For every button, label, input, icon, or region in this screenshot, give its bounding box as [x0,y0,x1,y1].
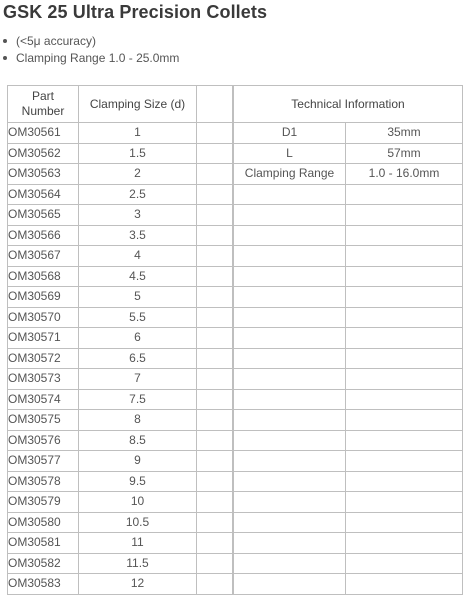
blank-cell [197,287,233,308]
page-title: GSK 25 Ultra Precision Collets [3,2,268,22]
tech-value-cell [346,430,463,451]
table-row [8,307,463,328]
clamping-size-cell: 9 [79,451,197,472]
blank-cell [197,348,233,369]
table-row [8,184,463,205]
clamping-size-cell: 11 [79,533,197,554]
part-number-cell: OM30583 [8,574,79,595]
tech-key-cell [234,205,346,226]
part-number-cell: OM30574 [8,389,79,410]
tech-value-cell [346,266,463,287]
part-number-cell: OM30576 [8,430,79,451]
clamping-size-cell: 6 [79,328,197,349]
tech-key-cell [234,307,346,328]
tech-key-cell [234,512,346,533]
table-row [8,266,463,287]
table-row [8,246,463,267]
part-number-cell: OM30575 [8,410,79,431]
blank-cell [197,451,233,472]
tech-value-cell [346,184,463,205]
tech-key-cell [234,369,346,390]
part-number-cell: OM30562 [8,143,79,164]
tech-value-cell [346,287,463,308]
blank-cell [197,225,233,246]
tech-value-cell [346,225,463,246]
tech-value-cell [346,471,463,492]
clamping-size-cell: 7.5 [79,389,197,410]
tech-key-cell [234,225,346,246]
clamping-size-cell: 3.5 [79,225,197,246]
blank-cell [197,430,233,451]
table-header-row [8,86,463,123]
table-row [8,512,463,533]
feature-text: (<5μ accuracy) [16,34,96,48]
table-row [8,553,463,574]
header-technical-information: Technical Information [234,86,463,123]
blank-cell [197,184,233,205]
feature-item [3,33,179,50]
part-number-cell: OM30580 [8,512,79,533]
part-number-cell: OM30564 [8,184,79,205]
tech-value-cell [346,205,463,226]
table-row [8,143,463,164]
table-row [8,225,463,246]
part-number-cell: OM30569 [8,287,79,308]
blank-cell [197,512,233,533]
tech-key-cell [234,451,346,472]
clamping-size-cell: 9.5 [79,471,197,492]
blank-cell [197,307,233,328]
part-number-cell: OM30568 [8,266,79,287]
tech-value-cell [346,369,463,390]
blank-cell [197,492,233,513]
tech-key-cell [234,492,346,513]
tech-key-cell [234,574,346,595]
part-number-cell: OM30565 [8,205,79,226]
tech-value-cell: 35mm [346,123,463,144]
part-number-cell: OM30577 [8,451,79,472]
blank-cell [197,205,233,226]
tech-key-cell: D1 [234,123,346,144]
part-number-cell: OM30563 [8,164,79,185]
table-row [8,410,463,431]
tech-key-cell: L [234,143,346,164]
tech-key-cell [234,471,346,492]
tech-value-cell [346,246,463,267]
tech-key-cell [234,348,346,369]
part-number-cell: OM30570 [8,307,79,328]
feature-list [3,33,179,67]
clamping-size-cell: 10.5 [79,512,197,533]
clamping-size-cell: 2 [79,164,197,185]
clamping-size-cell: 5.5 [79,307,197,328]
clamping-size-cell: 5 [79,287,197,308]
part-number-cell: OM30566 [8,225,79,246]
tech-key-cell [234,287,346,308]
tech-key-cell [234,430,346,451]
tech-key-cell [234,246,346,267]
tech-key-cell [234,533,346,554]
blank-cell [197,123,233,144]
tech-value-cell [346,512,463,533]
tech-value-cell [346,451,463,472]
table-row [8,533,463,554]
part-number-cell: OM30567 [8,246,79,267]
tech-key-cell [234,184,346,205]
blank-cell [197,389,233,410]
part-number-cell: OM30571 [8,328,79,349]
table-row [8,328,463,349]
blank-cell [197,533,233,554]
bullet-icon [3,39,7,43]
table-row [8,574,463,595]
blank-cell [197,369,233,390]
tech-key-cell [234,266,346,287]
table-row [8,164,463,185]
blank-cell [197,471,233,492]
table-row [8,287,463,308]
part-number-cell: OM30561 [8,123,79,144]
tech-value-cell: 1.0 - 16.0mm [346,164,463,185]
tech-value-cell [346,389,463,410]
clamping-size-cell: 3 [79,205,197,226]
clamping-size-cell: 2.5 [79,184,197,205]
header-part-number: Part Number [8,86,79,123]
clamping-size-cell: 6.5 [79,348,197,369]
clamping-size-cell: 1 [79,123,197,144]
part-number-cell: OM30573 [8,369,79,390]
feature-text: Clamping Range 1.0 - 25.0mm [16,51,180,65]
table-row [8,389,463,410]
clamping-size-cell: 10 [79,492,197,513]
clamping-size-cell: 12 [79,574,197,595]
header-clamping-size: Clamping Size (d) [79,86,197,123]
clamping-size-cell: 1.5 [79,143,197,164]
clamping-size-cell: 11.5 [79,553,197,574]
tech-value-cell [346,492,463,513]
tech-key-cell [234,389,346,410]
part-number-cell: OM30581 [8,533,79,554]
blank-cell [197,164,233,185]
tech-key-cell [234,410,346,431]
table-row [8,471,463,492]
header-blank [197,86,233,123]
clamping-size-cell: 4 [79,246,197,267]
table-row [8,451,463,472]
table-row [8,205,463,226]
tech-key-cell [234,328,346,349]
tech-value-cell [346,533,463,554]
clamping-size-cell: 4.5 [79,266,197,287]
table-row [8,492,463,513]
table-row [8,430,463,451]
clamping-size-cell: 8 [79,410,197,431]
blank-cell [197,553,233,574]
feature-item [3,50,179,67]
part-number-cell: OM30578 [8,471,79,492]
part-number-cell: OM30572 [8,348,79,369]
table-row [8,348,463,369]
blank-cell [197,410,233,431]
table-row [8,123,463,144]
blank-cell [197,574,233,595]
tech-key-cell: Clamping Range [234,164,346,185]
blank-cell [197,266,233,287]
tech-value-cell [346,553,463,574]
tech-value-cell [346,410,463,431]
blank-cell [197,246,233,267]
tech-value-cell [346,328,463,349]
table-row [8,369,463,390]
tech-value-cell: 57mm [346,143,463,164]
part-number-cell: OM30582 [8,553,79,574]
blank-cell [197,143,233,164]
clamping-size-cell: 8.5 [79,430,197,451]
tech-value-cell [346,307,463,328]
clamping-size-cell: 7 [79,369,197,390]
tech-key-cell [234,553,346,574]
table-body [8,123,463,595]
part-number-cell: OM30579 [8,492,79,513]
collet-table [7,85,463,595]
blank-cell [197,328,233,349]
tech-value-cell [346,574,463,595]
bullet-icon [3,56,7,60]
tech-value-cell [346,348,463,369]
